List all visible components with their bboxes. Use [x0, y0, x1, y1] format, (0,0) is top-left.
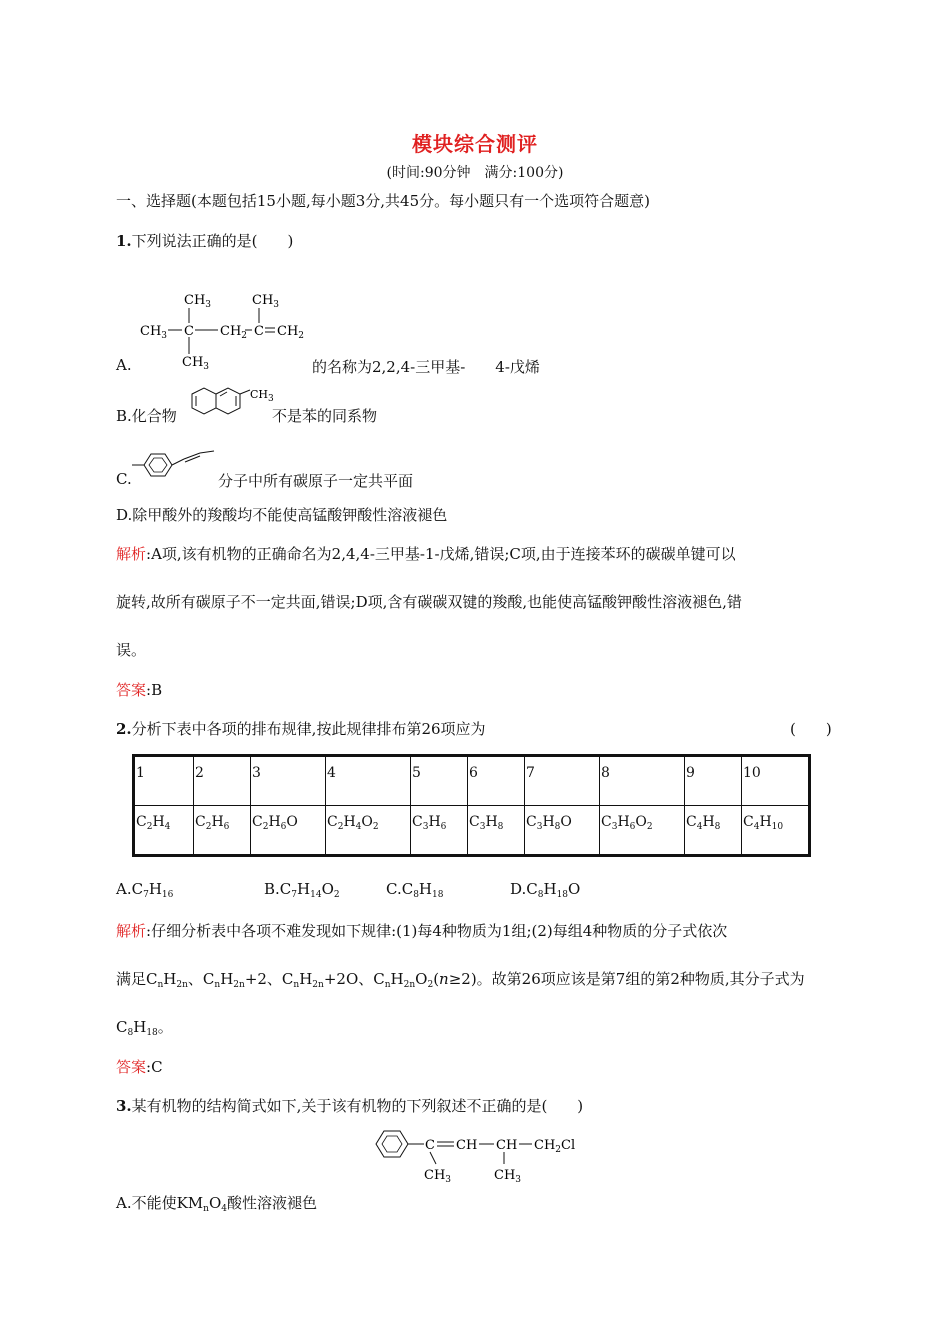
q2-analysis-label: 解析	[116, 922, 147, 940]
q1-option-a-text: 的名称为2,2,4-三甲基- 4-戊烯	[312, 358, 540, 376]
page-title: 模块综合测评	[412, 132, 538, 156]
q2-option-a: $A.C_7H_{16}$	[116, 880, 174, 900]
q2-answer-value: :C	[146, 1058, 163, 1076]
table-cell: 9	[685, 756, 742, 806]
s3-ch3-a: $CH_3$	[424, 1168, 452, 1184]
table-cell-formula: $C_2H_4$	[134, 806, 194, 856]
q1-answer	[116, 679, 162, 700]
q2-analysis-text1: :仔细分析表中各项不难发现如下规律:(1)每4种物质为1组;(2)每组4种物质的分子式依次	[146, 922, 728, 940]
q1-option-d: D.除甲酸外的羧酸均不能使高锰酸钾酸性溶液褪色	[116, 506, 448, 524]
table-cell: 4	[326, 756, 411, 806]
table-cell-formula: $C_4H_{10}$	[742, 806, 810, 856]
s1-ch3-top-right: $CH_3$	[252, 293, 280, 310]
table-cell-formula: $C_3H_6$	[411, 806, 468, 856]
q2-number: 2.	[116, 720, 132, 738]
s2-ch3: $CH_3$	[250, 388, 274, 404]
q1-structure-b	[180, 386, 275, 430]
q1-option-a-label: A.	[116, 356, 132, 374]
q2-option-d: $D.C_8H_{18}O$	[510, 880, 581, 900]
q1-stem	[116, 230, 293, 251]
q3-option-a: A.不能使$KM_nO_4$酸性溶液褪色	[116, 1194, 318, 1214]
q2-bracket: ( )	[790, 720, 832, 738]
table-cell: 3	[251, 756, 326, 806]
q1-analysis-line1	[116, 543, 736, 564]
table-cell: 2	[194, 756, 251, 806]
table-cell-formula: $C_2H_6O$	[251, 806, 326, 856]
table-cell: 7	[525, 756, 600, 806]
table-cell-formula: $C_4H_8$	[685, 806, 742, 856]
q1-answer-label: 答案	[116, 681, 147, 699]
s3-c: C	[425, 1138, 435, 1153]
q1-structure-a	[132, 288, 312, 374]
q2-answer-label: 答案	[116, 1058, 147, 1076]
q2-table	[132, 754, 811, 857]
q3-text: 某有机物的结构简式如下,关于该有机物的下列叙述不正确的是( )	[131, 1097, 584, 1115]
q3-structure	[370, 1122, 590, 1184]
s1-ch2: $CH_2$	[220, 324, 248, 341]
table-cell: 8	[600, 756, 685, 806]
q1-analysis-line2: 旋转,故所有碳原子不一定共面,错误;D项,含有碳碳双键的羧酸,也能使高锰酸钾酸性溶液褪色,错	[116, 593, 742, 611]
table-cell-formula: $C_2H_6$	[194, 806, 251, 856]
table-cell: 1	[134, 756, 194, 806]
q2-analysis-line3: $C_8H_{18}$。	[116, 1018, 173, 1038]
s1-ch3-bottom: $CH_3$	[182, 355, 210, 372]
s1-ch3-top-left: $CH_3$	[184, 293, 212, 310]
table-cell: 10	[742, 756, 810, 806]
page-subtitle: (时间:90分钟 满分:100分)	[386, 165, 564, 181]
table-cell: 6	[468, 756, 525, 806]
q1-answer-value: :B	[146, 681, 163, 699]
q1-option-c-text: 分子中所有碳原子一定共平面	[218, 472, 414, 490]
section-heading: 一、选择题(本题包括15小题,每小题3分,共45分。每小题只有一个选项符合题意)	[116, 192, 650, 210]
q1-option-b-text: 不是苯的同系物	[272, 407, 378, 425]
q1-option-b-label: B.化合物	[116, 407, 177, 425]
q3-number: 3.	[116, 1097, 132, 1115]
q1-analysis-label: 解析	[116, 545, 147, 563]
s3-ch2cl: $CH_2Cl$	[534, 1138, 576, 1155]
q2-text: 分析下表中各项的排布规律,按此规律排布第26项应为	[131, 720, 486, 738]
q2-analysis-line2: 满足$C_nH_{2n}$、$C_nH_{2n}+2$、$C_nH_{2n}+2O$、$C_nH_{2n}O_2(n\ge 2)$。故第26项应该是第7组的第2种物质,其分子式为	[116, 970, 805, 990]
q2-analysis-line1	[116, 920, 727, 941]
q1-analysis-line3: 误。	[116, 641, 147, 659]
table-cell: 5	[411, 756, 468, 806]
table-cell-formula: $C_3H_6O_2$	[600, 806, 685, 856]
s1-c: C	[184, 324, 194, 339]
table-cell-formula: $C_3H_8O$	[525, 806, 600, 856]
table-cell-formula: $C_3H_8$	[468, 806, 525, 856]
s1-ch2-end: $CH_2$	[277, 324, 305, 341]
q2-stem	[116, 718, 486, 739]
q1-analysis-text1: :A项,该有机物的正确命名为2,4,4-三甲基-1-戊烯,错误;C项,由于连接苯环的碳碳单键可以	[146, 545, 736, 563]
s3-ch3-b: $CH_3$	[494, 1168, 522, 1184]
table-row	[134, 806, 810, 856]
s1-c2: C	[254, 324, 264, 339]
q1-structure-c	[130, 448, 222, 482]
s1-ch3-left: $CH_3$	[140, 324, 168, 341]
table-row	[134, 756, 810, 806]
q1-number: 1.	[116, 232, 132, 250]
q2-answer	[116, 1056, 163, 1077]
s3-ch: CH	[456, 1138, 478, 1153]
s3-ch-2: CH	[496, 1138, 518, 1153]
q3-stem	[116, 1095, 583, 1116]
table-cell-formula: $C_2H_4O_2$	[326, 806, 411, 856]
q1-text: 下列说法正确的是( )	[131, 232, 294, 250]
q2-option-b: $B.C_7H_{14}O_2$	[264, 880, 340, 900]
q2-option-c: $C.C_8H_{18}$	[386, 880, 444, 900]
q1-option-c-label: C.	[116, 470, 132, 488]
